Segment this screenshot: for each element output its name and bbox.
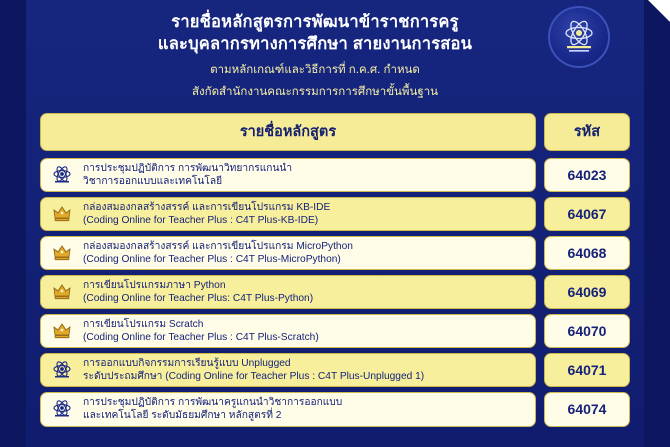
course-line-2: วิชาการออกแบบและเทคโนโลยี: [83, 175, 223, 187]
table-row[interactable]: [40, 197, 630, 231]
course-code-cell: 64023: [544, 158, 630, 192]
table-row[interactable]: [40, 353, 630, 387]
obec-emblem-icon: [548, 6, 610, 68]
page-title-line-1: รายชื่อหลักสูตรการพัฒนาข้าราชการครู: [171, 13, 459, 31]
course-name-text: [83, 396, 342, 422]
course-line-2: ระดับประถมศึกษา (Coding Online for Teacher Plus : C4T Plus-Unplugged 1): [83, 371, 425, 383]
poster-inner: [26, 0, 644, 447]
atom-badge-icon: [49, 357, 75, 383]
course-line-2: (Coding Online for Teacher Plus : C4T Plus-KB-IDE): [83, 215, 319, 227]
crown-badge-icon: [49, 279, 75, 305]
table-header-row: [40, 113, 630, 151]
course-name-text: [83, 279, 313, 305]
course-name-text: [83, 201, 330, 227]
page-subtitle-line-1: ตามหลักเกณฑ์และวิธีการที่ ก.ค.ศ. กำหนด: [210, 63, 420, 76]
course-code-cell: 64071: [544, 353, 630, 387]
table-row[interactable]: [40, 236, 630, 270]
column-header-code: รหัส: [544, 113, 630, 151]
crown-badge-icon: [49, 201, 75, 227]
course-name-cell: [40, 236, 536, 270]
right-rail: [644, 0, 670, 447]
course-name-cell: [40, 197, 536, 231]
course-line-1: การเขียนโปรแกรม Scratch: [83, 319, 204, 331]
course-name-cell: [40, 158, 536, 192]
course-name-text: [83, 318, 319, 344]
course-line-2: (Coding Online for Teacher Plus : C4T Plus-Scratch): [83, 332, 319, 344]
course-code-cell: 64068: [544, 236, 630, 270]
column-header-course-name: รายชื่อหลักสูตร: [40, 113, 536, 151]
course-name-text: [83, 357, 424, 383]
course-name-cell: [40, 353, 536, 387]
course-line-2: (Coding Online for Teacher Plus : C4T Plus-MicroPython): [83, 254, 341, 266]
poster-header: [26, 0, 644, 107]
course-name-cell: [40, 392, 536, 426]
course-name-cell: [40, 275, 536, 309]
course-name-cell: [40, 314, 536, 348]
left-rail: [0, 0, 26, 447]
atom-badge-icon: [49, 162, 75, 188]
course-table: [40, 113, 630, 427]
course-line-1: การประชุมปฏิบัติการ การพัฒนาครูแกนนำวิชาการออกแบบ: [83, 397, 343, 409]
page-title-line-2: และบุคลากรทางการศึกษา สายงานการสอน: [157, 34, 473, 53]
table-row[interactable]: [40, 314, 630, 348]
table-row[interactable]: [40, 158, 630, 192]
page-subtitle-line-2: สังกัดสำนักงานคณะกรรมการการศึกษาขั้นพื้นฐาน: [191, 86, 439, 99]
course-code-cell: 64074: [544, 392, 630, 426]
crown-badge-icon: [49, 318, 75, 344]
course-line-1: กล่องสมองกลสร้างสรรค์ และการเขียนโปรแกรม KB-IDE: [83, 201, 331, 213]
atom-badge-icon: [49, 396, 75, 422]
table-body: [40, 158, 630, 427]
crown-badge-icon: [49, 240, 75, 266]
table-row[interactable]: [40, 392, 630, 426]
course-line-1: การประชุมปฏิบัติการ การพัฒนาวิทยากรแกนนำ: [83, 162, 293, 174]
page-peel-corner: [648, 0, 670, 22]
course-line-1: การออกแบบกิจกรรมการเรียนรู้แบบ Unplugged: [83, 358, 291, 370]
course-line-2: (Coding Online for Teacher Plus: C4T Plus-Python): [83, 293, 314, 305]
course-code-cell: 64067: [544, 197, 630, 231]
course-line-1: กล่องสมองกลสร้างสรรค์ และการเขียนโปรแกรม MicroPython: [83, 241, 353, 253]
course-code-cell: 64069: [544, 275, 630, 309]
course-name-text: [83, 240, 353, 266]
table-row[interactable]: [40, 275, 630, 309]
course-line-2: และเทคโนโลยี ระดับมัธยมศึกษา หลักสูตรที่ 2: [83, 410, 282, 422]
course-line-1: การเขียนโปรแกรมภาษา Python: [83, 280, 226, 292]
course-name-text: [83, 162, 292, 188]
course-code-cell: 64070: [544, 314, 630, 348]
